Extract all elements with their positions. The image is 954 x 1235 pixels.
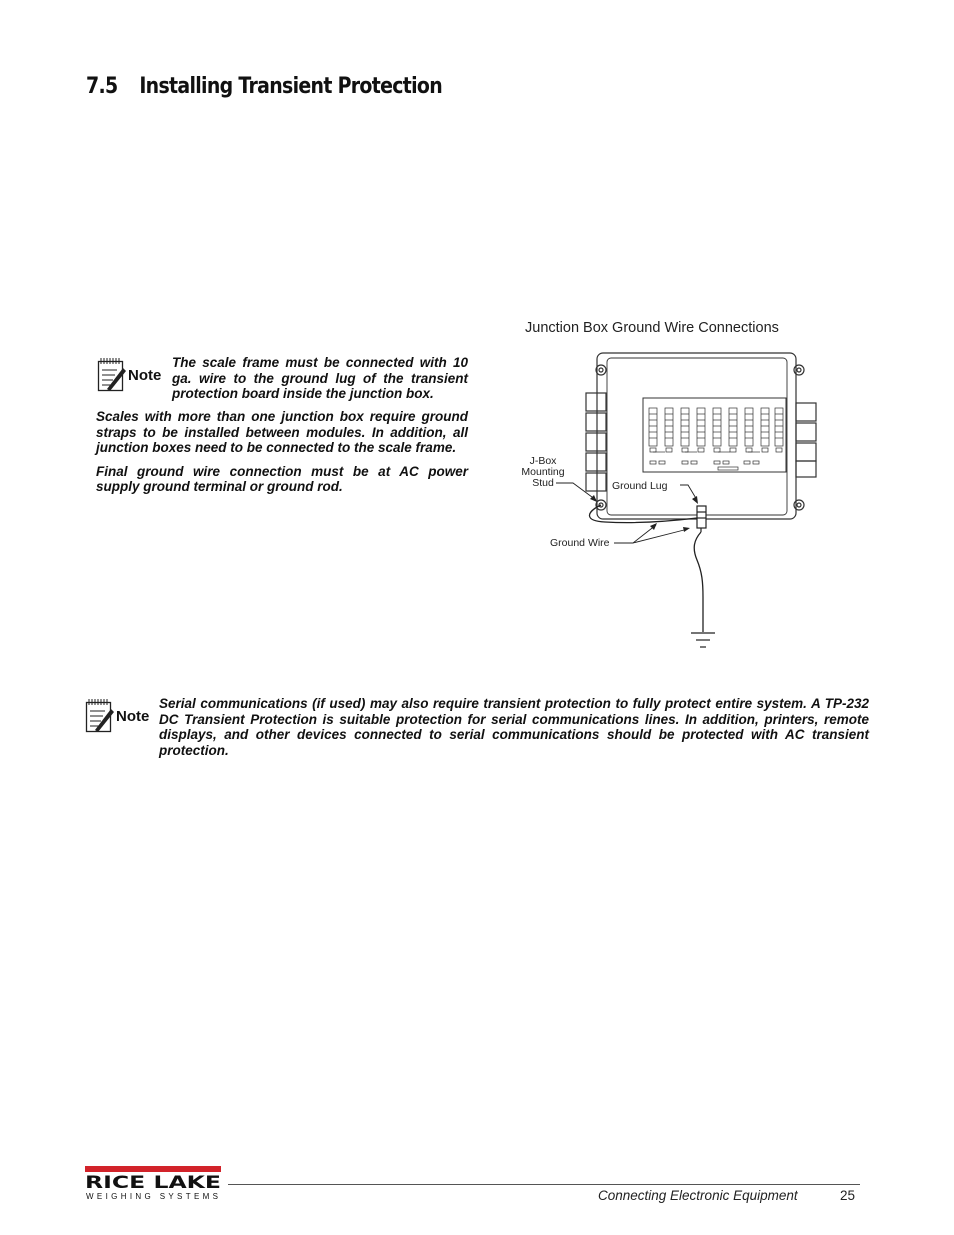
section-title: Installing Transient Protection	[139, 74, 442, 99]
note2-paragraph: Serial communications (if used) may also require transient protection to fully protect entire system. A TP-232 DC Transient Protection is suitable protection for serial communications lines. In addition, printers, remote displays, and other devices connected to serial communications should be protected with AC transient protection.	[159, 696, 869, 758]
earth-ground-icon	[691, 633, 715, 647]
footer-chapter: Connecting Electronic Equipment	[598, 1188, 798, 1203]
note-label: Note	[128, 367, 162, 384]
note2-text	[159, 696, 869, 766]
logo-tagline: WEIGHING SYSTEMS	[86, 1192, 218, 1201]
page-number: 25	[840, 1188, 856, 1203]
ground-lug	[697, 506, 706, 528]
ground-lug-label: Ground Lug	[612, 480, 668, 492]
ground-wire-label: Ground Wire	[550, 537, 610, 549]
junction-box-outline	[597, 353, 796, 519]
note1-paragraph: The scale frame must be connected with 10 ga. wire to the ground lug of the transient protection board inside the junction box.	[172, 355, 468, 402]
diagram-title: Junction Box Ground Wire Connections	[525, 320, 779, 336]
logo-name: RICE LAKE	[85, 1173, 221, 1193]
note-label: Note	[116, 708, 150, 725]
ground-wire	[589, 505, 703, 632]
footer-rule	[228, 1184, 860, 1185]
rice-lake-logo	[85, 1166, 225, 1202]
note1-paragraph: Final ground wire connection must be at AC power supply ground terminal or ground rod.	[96, 463, 468, 495]
jbox-label-line: Mounting	[521, 466, 565, 478]
note1-paragraph: Scales with more than one junction box require ground straps to be installed between modules. In addition, all junction boxes need to be connected to the scale frame.	[96, 409, 468, 456]
section-number: 7.5	[86, 74, 118, 99]
jbox-stud-label	[514, 456, 572, 489]
note-icon	[85, 697, 153, 742]
jbox-label-line: Stud	[532, 477, 554, 489]
jbox-label-line: J-Box	[529, 455, 557, 467]
